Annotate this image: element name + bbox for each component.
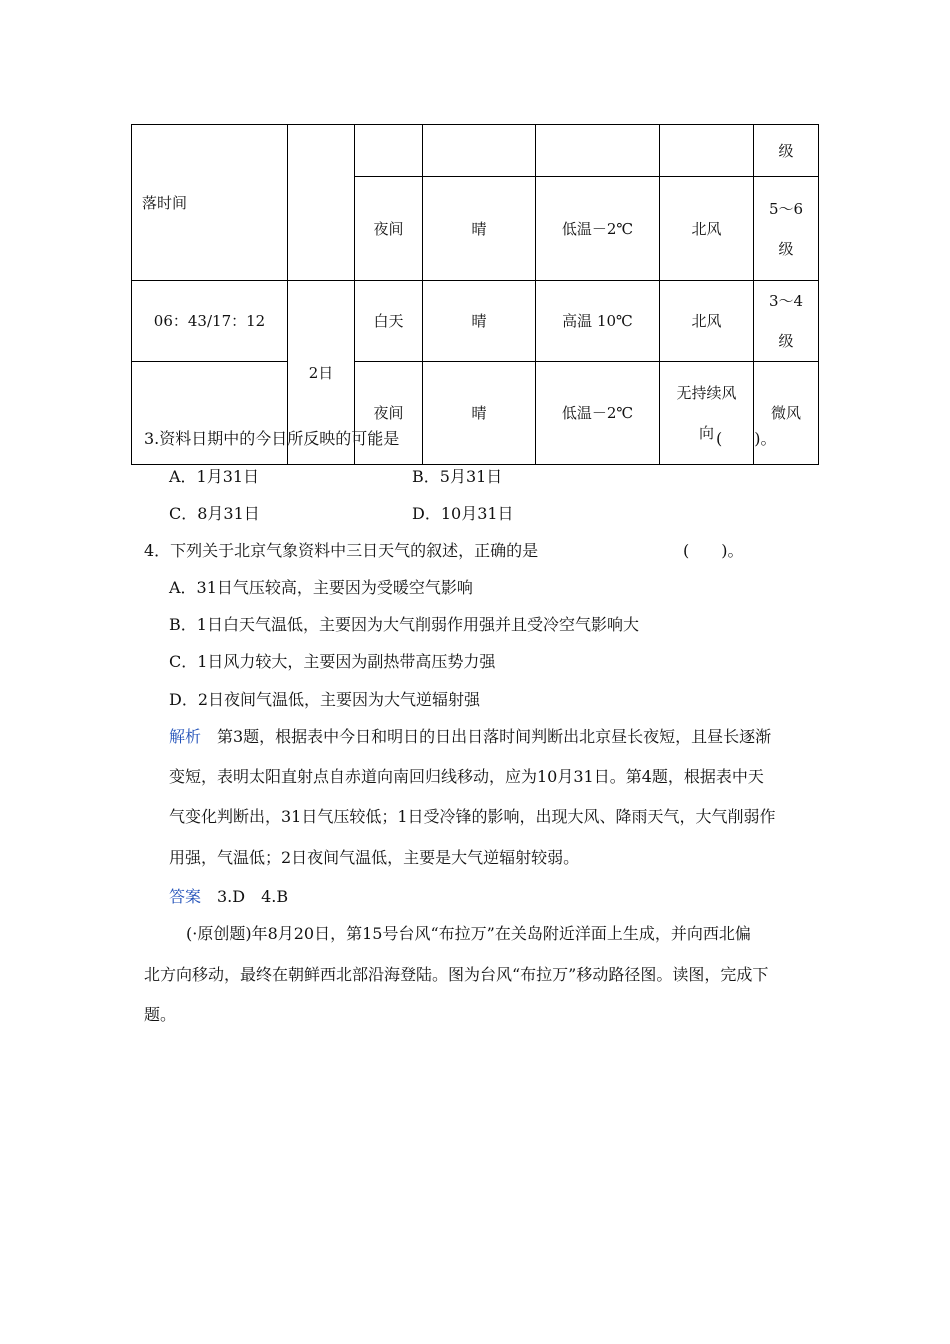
wind-level-line: 5～6	[768, 199, 804, 218]
table-cell	[355, 125, 423, 177]
intro-line: 北方向移动，最终在朝鲜西北部沿海登陆。图为台风“布拉万”移动路径图。读图，完成下	[144, 965, 769, 984]
wind-level-cell	[754, 281, 819, 362]
analysis-label: 解析	[169, 727, 202, 746]
wind-dir-line: 无持续风	[676, 384, 737, 402]
q4-option-c: C．1日风力较大，主要因为副热带高压势力强	[169, 652, 496, 671]
q4-stem: 4．下列关于北京气象资料中三日天气的叙述，正确的是	[144, 541, 539, 560]
sunrise-value: 06：43/17：12	[153, 312, 266, 330]
temp-cell: 低温－2℃	[536, 362, 660, 465]
day-cell: 2日	[288, 281, 355, 465]
q3-option-b: B．5月31日	[412, 467, 503, 486]
wind-dir-cell: 北风	[660, 281, 754, 362]
table-row	[132, 281, 819, 319]
weather-table	[131, 124, 819, 465]
answer-label: 答案	[169, 887, 202, 906]
q3-option-a: A．1月31日	[169, 467, 260, 486]
analysis-line: 变短，表明太阳直射点自赤道向南回归线移动，应为10月31日。第4题，根据表中天	[169, 767, 764, 786]
wind-level: 级	[778, 141, 794, 160]
q3-option-c: C．8月31日	[169, 504, 260, 523]
wind-dir-line: 向	[698, 424, 714, 442]
wind-level-line: 3～4	[768, 292, 804, 310]
q3-stem: 3.资料日期中的今日所反映的可能是	[144, 429, 400, 448]
q4-option-a: A．31日气压较高，主要因为受暖空气影响	[169, 578, 473, 597]
q4-option-b: B．1日白天气温低，主要因为大气削弱作用强并且受冷空气影响大	[169, 615, 639, 634]
weather-cell: 晴	[423, 177, 536, 281]
analysis-line: 用强，气温低；2日夜间气温低，主要是大气逆辐射较弱。	[169, 848, 580, 867]
sunrise-value-cell	[132, 281, 288, 362]
sunrise-label-cell	[132, 125, 288, 281]
table-cell	[423, 125, 536, 177]
table-row	[132, 125, 819, 177]
weather-cell: 晴	[423, 281, 536, 362]
wind-level-cell: 微风	[754, 362, 819, 465]
temp-cell: 高温 10℃	[536, 281, 660, 362]
day-cell-empty	[288, 125, 355, 281]
weather-cell: 晴	[423, 362, 536, 465]
table-cell	[660, 125, 754, 177]
wind-level-line: 级	[778, 332, 794, 350]
wind-dir-cell: 北风	[660, 177, 754, 281]
table-cell	[536, 125, 660, 177]
temp-cell: 低温－2℃	[536, 177, 660, 281]
analysis-line: 气变化判断出，31日气压较低；1日受冷锋的影响，出现大风、降雨天气，大气削弱作	[169, 807, 776, 826]
period-cell: 夜间	[355, 177, 423, 281]
q3-bracket: ( )。	[716, 429, 777, 448]
wind-level-cell	[754, 177, 819, 281]
q3-option-d: D．10月31日	[412, 504, 514, 523]
q4-bracket: ( )。	[683, 541, 744, 560]
table-cell	[754, 125, 819, 177]
answer-text: 3.D 4.B	[217, 887, 289, 906]
analysis-line: 第3题，根据表中今日和明日的日出日落时间判断出北京昼长夜短，且昼长逐渐	[217, 727, 772, 746]
wind-level-line: 级	[778, 239, 794, 258]
sunrise-label: 落时间	[142, 193, 188, 212]
period-cell: 夜间	[355, 362, 423, 465]
q4-option-d: D．2日夜间气温低，主要因为大气逆辐射强	[169, 690, 481, 709]
intro-line: 题。	[144, 1005, 177, 1024]
intro-line: (·原创题)年8月20日，第15号台风“布拉万”在关岛附近洋面上生成，并向西北偏	[186, 924, 751, 943]
period-cell: 白天	[355, 281, 423, 362]
